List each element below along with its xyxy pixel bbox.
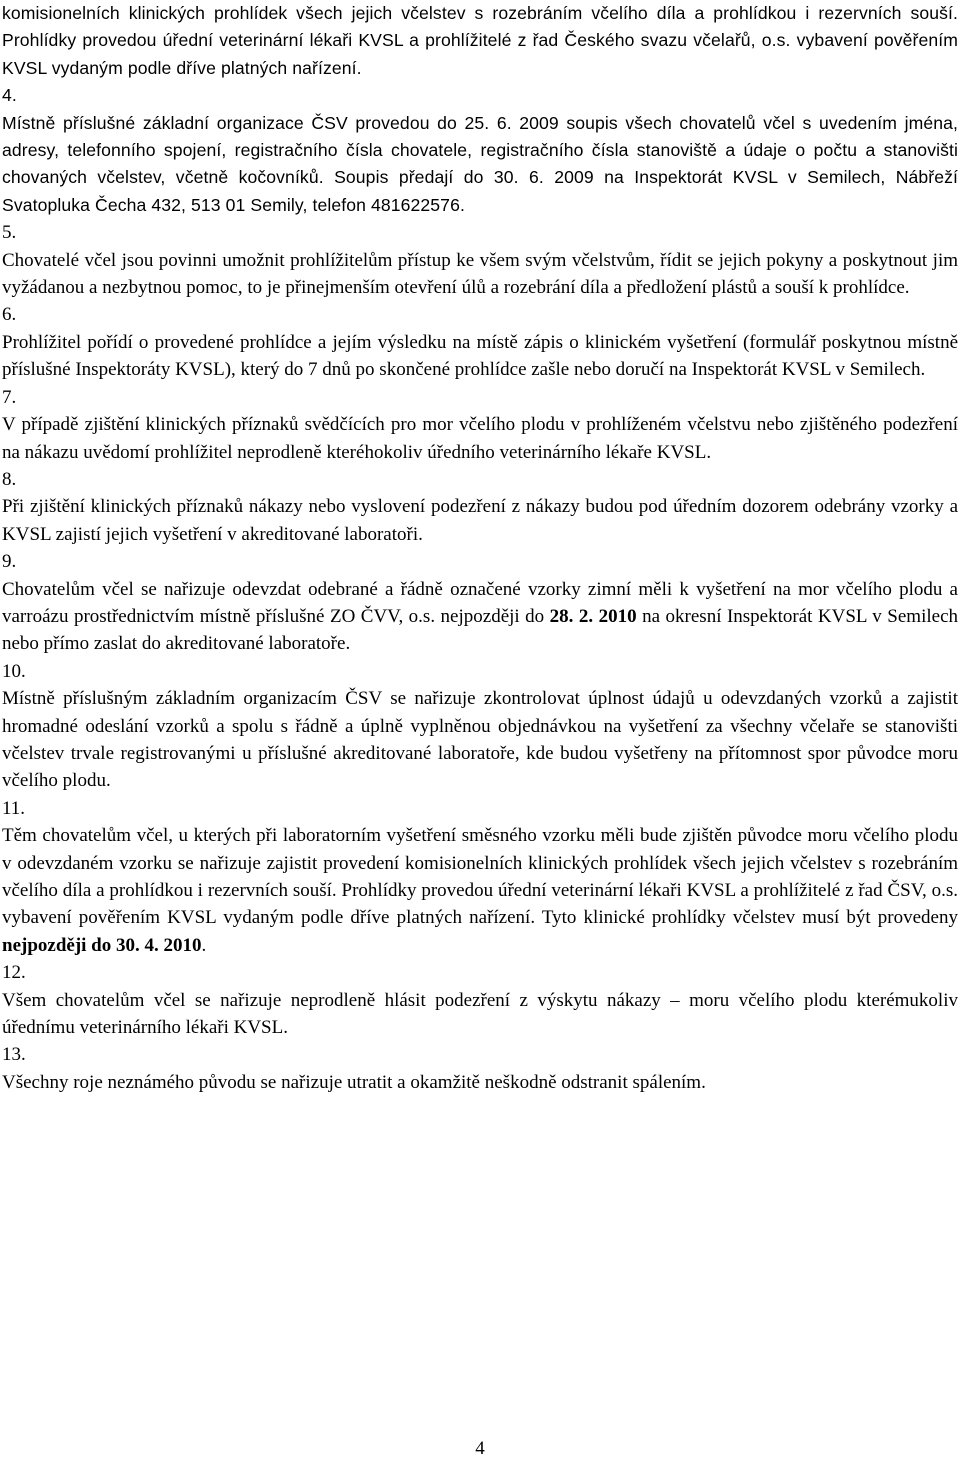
- section-9-text-a: Chovatelům včel se nařizuje odevzdat odebrané a řádně označené vzorky zimní měli k vyšetření na mor včelího plodu a varroázu prostřednictvím místně příslušné ZO ČVV, o.s. nejpozději do: [2, 578, 958, 627]
- section-5-number: 5.: [2, 222, 17, 244]
- section-8-text: Při zjištění klinických příznaků nákazy nebo vyslovení podezření z nákazy budou pod úředním dozorem odebrány vzorky a KVSL zajistí jejich vyšetření v akreditované laboratoři.: [2, 496, 958, 545]
- section-4-text: Místně příslušné základní organizace ČSV provedou do 25. 6. 2009 soupis všech chovatelů včel s uvedením jména, adresy, telefonního spojení, registračního čísla chovatele, registračního čísla stanoviště a údaje o počtu a stanovišti chovaných včelstev, včetně kočovníků. Soupis předají do 30. 6. 2009 na Inspektorát KVSL v Semilech, Nábřeží Svatopluka Čecha 432, 513 01 Semily, telefon 481622576.: [2, 112, 958, 215]
- section-6-number: 6.: [2, 304, 17, 326]
- section-11-text-a: Těm chovatelům včel, u kterých při laboratorním vyšetření směsného vzorku měli bude zjištěn původce moru včelího plodu v odevzdaném vzorku se nařizuje zajistit provedení komisionelních klinických prohlídek všech jejich včelstev s rozebráním včelího díla a prohlídkou i rezervních souší. Prohlídky provedou úřední veterinární lékaři KVSL a prohlížitelé z řad ČSV, o.s. vybavení pověřením KVSL vydaným podle dříve platných nařízení. Tyto klinické prohlídky včelstev musí být provedeny: [2, 825, 958, 929]
- continuation-paragraph: komisionelních klinických prohlídek všech jejich včelstev s rozebráním včelího díla a prohlídkou i rezervních souší. Prohlídky provedou úřední veterinární lékaři KVSL a prohlížitelé z řad Českého svazu včelařů, o.s. vybavení pověřením KVSL vydaným podle dříve platných nařízení.: [2, 3, 958, 78]
- section-11-deadline: nejpozději do 30. 4. 2010: [2, 934, 202, 956]
- section-5-text: Chovatelé včel jsou povinni umožnit prohlížitelům přístup ke všem svým včelstvům, řídit se jejich pokyny a poskytnout jim vyžádanou a nezbytnou pomoc, to je přinejmenším otevření úlů a rozebrání díla a předložení plástů a souší k prohlídce.: [2, 249, 958, 299]
- section-12-number: 12.: [2, 962, 26, 984]
- section-10-text: Místně příslušným základním organizacím ČSV se nařizuje zkontrolovat úplnost údajů u odevzdaných vzorků a zajistit hromadné odeslání vzorků a spolu s řádně a úplně vyplněnou objednávkou na vyšetření za všechny včelaře se stanovišti včelstev trvale registrovanými u příslušné akreditované laboratoře, kde budou vyšetřeny na přítomnost spor původce moru včelího plodu.: [2, 688, 958, 792]
- section-11-number: 11.: [2, 797, 26, 819]
- section-8-number: 8.: [2, 468, 17, 490]
- section-7-number: 7.: [2, 386, 17, 408]
- section-6-text: Prohlížitel pořídí o provedené prohlídce a jejím výsledku na místě zápis o klinickém vyšetření (formulář poskytnou místně příslušné Inspektoráty KVSL), který do 7 dnů po skončené prohlídce zašle nebo doručí na Inspektorát KVSL v Semilech.: [2, 331, 958, 381]
- section-10-number: 10.: [2, 660, 26, 682]
- section-9-deadline: 28. 2. 2010: [549, 605, 637, 627]
- section-9-text: [0, 576, 960, 658]
- page-number: 4: [475, 1438, 485, 1459]
- section-12-text: Všem chovatelům včel se nařizuje neprodleně hlásit podezření z výskytu nákazy – moru včelího plodu kterémukoliv úřednímu veterinárního lékaři KVSL.: [2, 989, 958, 1039]
- section-13-text: Všechny roje neznámého původu se nařizuje utratit a okamžitě neškodně odstranit spálením.: [2, 1071, 706, 1093]
- section-9-number: 9.: [2, 551, 17, 573]
- section-7-text: V případě zjištění klinických příznaků svědčících pro mor včelího plodu v prohlíženém včelstvu nebo zjištěného podezření na nákazu uvědomí prohlížitel neprodleně kteréhokoliv úředního veterinárního lékaře KVSL.: [2, 414, 958, 463]
- section-9-text-b: na okresní Inspektorát KVSL v Semilech nebo přímo zaslat do akreditované laboratoře.: [2, 605, 958, 655]
- section-4-number: 4.: [2, 85, 17, 106]
- section-11-text-b: .: [201, 934, 207, 956]
- section-11-text: [0, 822, 960, 959]
- section-13-number: 13.: [2, 1044, 26, 1066]
